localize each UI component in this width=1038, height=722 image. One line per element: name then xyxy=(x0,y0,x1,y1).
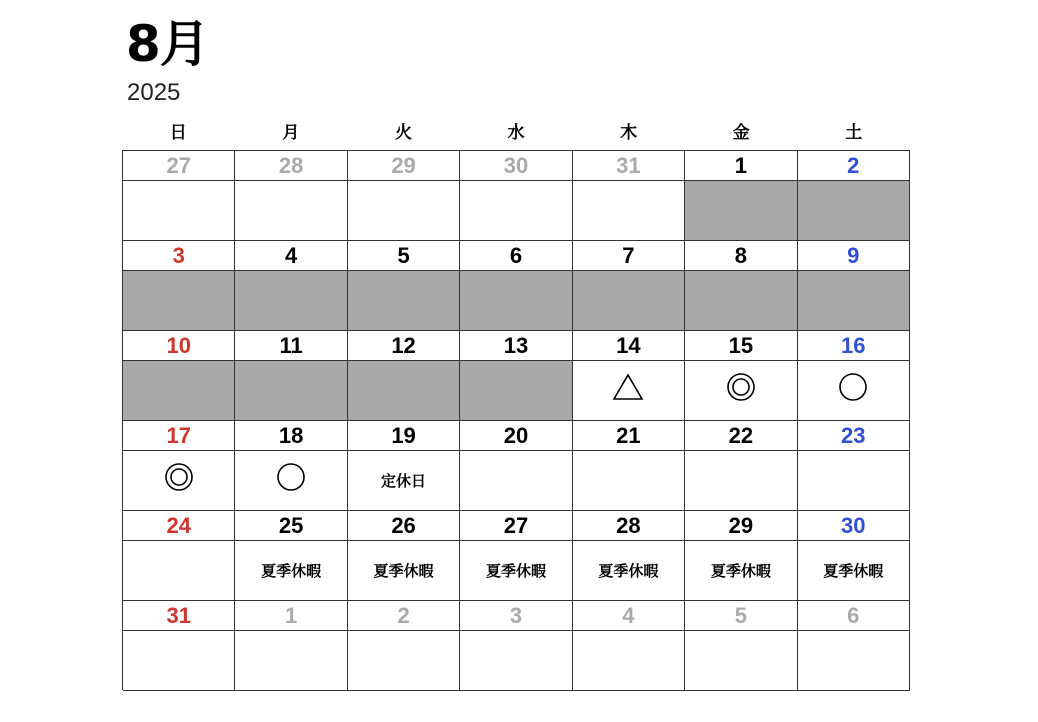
day-cell xyxy=(460,241,572,331)
day-body xyxy=(348,541,459,600)
date-number: 4 xyxy=(573,601,684,631)
date-number: 9 xyxy=(798,241,909,271)
day-cell xyxy=(348,601,460,691)
weekday-fri: 金 xyxy=(732,123,750,143)
date-number: 31 xyxy=(123,601,234,631)
date-number: 7 xyxy=(573,241,684,271)
day-cell xyxy=(123,151,235,241)
day-body xyxy=(348,181,459,240)
day-body xyxy=(573,631,684,690)
date-number: 12 xyxy=(348,331,459,361)
weekday-header xyxy=(122,118,910,150)
date-number: 28 xyxy=(573,511,684,541)
day-note: 夏季休暇 xyxy=(485,562,546,580)
date-number: 3 xyxy=(460,601,571,631)
day-cell xyxy=(123,331,235,421)
date-number: 5 xyxy=(348,241,459,271)
day-cell xyxy=(798,331,910,421)
day-note: 夏季休暇 xyxy=(598,562,659,580)
day-body xyxy=(460,631,571,690)
date-number: 31 xyxy=(573,151,684,181)
day-body xyxy=(573,541,684,600)
day-body xyxy=(460,181,571,240)
date-number: 16 xyxy=(798,331,909,361)
closed-day-shade xyxy=(123,361,234,420)
day-cell xyxy=(798,421,910,511)
day-cell xyxy=(348,151,460,241)
day-body xyxy=(685,361,796,420)
day-note: 夏季休暇 xyxy=(373,562,434,580)
date-number: 10 xyxy=(123,331,234,361)
date-number: 1 xyxy=(685,151,796,181)
day-body xyxy=(573,181,684,240)
day-cell xyxy=(573,151,685,241)
day-cell xyxy=(348,241,460,331)
date-number: 6 xyxy=(460,241,571,271)
day-cell xyxy=(235,331,347,421)
day-cell xyxy=(348,331,460,421)
day-note: 夏季休暇 xyxy=(823,562,884,580)
year-label: 2025 xyxy=(127,79,181,106)
day-cell xyxy=(235,601,347,691)
date-number: 19 xyxy=(348,421,459,451)
date-number: 21 xyxy=(573,421,684,451)
day-cell xyxy=(573,241,685,331)
day-body xyxy=(123,181,234,240)
month-title: 8月 xyxy=(126,15,209,73)
day-cell xyxy=(685,151,797,241)
day-body xyxy=(798,361,909,420)
date-number: 25 xyxy=(235,511,346,541)
date-number: 22 xyxy=(685,421,796,451)
date-number: 17 xyxy=(123,421,234,451)
day-cell xyxy=(123,601,235,691)
day-cell xyxy=(460,421,572,511)
date-number: 27 xyxy=(460,511,571,541)
day-body xyxy=(460,541,571,600)
date-number: 20 xyxy=(460,421,571,451)
day-cell xyxy=(573,331,685,421)
date-number: 14 xyxy=(573,331,684,361)
closed-day-shade xyxy=(123,271,234,330)
closed-day-shade xyxy=(235,361,346,420)
date-number: 6 xyxy=(798,601,909,631)
date-number: 2 xyxy=(348,601,459,631)
day-body xyxy=(798,451,909,510)
day-cell xyxy=(460,331,572,421)
day-body xyxy=(123,541,234,600)
day-body xyxy=(123,451,234,510)
day-cell xyxy=(685,331,797,421)
weekday-sun: 日 xyxy=(169,123,187,143)
day-body xyxy=(798,541,909,600)
closed-day-shade xyxy=(348,361,459,420)
date-number: 30 xyxy=(798,511,909,541)
closed-day-shade xyxy=(573,271,684,330)
weekday-thu: 木 xyxy=(620,123,638,143)
weekday-wed: 水 xyxy=(507,123,525,143)
circle-icon xyxy=(838,372,868,409)
day-body xyxy=(235,541,346,600)
day-cell xyxy=(460,151,572,241)
closed-day-shade xyxy=(460,361,571,420)
day-cell xyxy=(123,511,235,601)
day-body xyxy=(235,631,346,690)
day-cell xyxy=(460,511,572,601)
date-number: 2 xyxy=(798,151,909,181)
day-body xyxy=(685,541,796,600)
closed-day-shade xyxy=(348,271,459,330)
day-cell xyxy=(798,511,910,601)
date-number: 3 xyxy=(123,241,234,271)
day-body xyxy=(235,181,346,240)
date-number: 4 xyxy=(235,241,346,271)
day-cell xyxy=(235,241,347,331)
closed-day-shade xyxy=(460,271,571,330)
calendar-grid xyxy=(122,150,910,690)
date-number: 23 xyxy=(798,421,909,451)
date-number: 27 xyxy=(123,151,234,181)
day-note: 夏季休暇 xyxy=(710,562,771,580)
day-cell xyxy=(123,241,235,331)
day-body xyxy=(348,451,459,510)
day-cell xyxy=(685,421,797,511)
day-cell xyxy=(460,601,572,691)
day-cell xyxy=(685,601,797,691)
day-cell xyxy=(798,241,910,331)
day-cell xyxy=(235,511,347,601)
closed-day-shade xyxy=(235,271,346,330)
day-cell xyxy=(798,601,910,691)
day-cell xyxy=(573,421,685,511)
triangle-icon xyxy=(612,372,644,409)
date-number: 18 xyxy=(235,421,346,451)
day-cell xyxy=(685,511,797,601)
day-body xyxy=(348,631,459,690)
date-number: 15 xyxy=(685,331,796,361)
closed-day-shade xyxy=(798,181,909,240)
weekday-sat: 土 xyxy=(845,123,863,143)
weekday-mon: 月 xyxy=(282,123,300,143)
date-number: 8 xyxy=(685,241,796,271)
closed-day-shade xyxy=(798,271,909,330)
day-cell xyxy=(123,421,235,511)
day-cell xyxy=(348,511,460,601)
day-body xyxy=(685,631,796,690)
day-body xyxy=(460,451,571,510)
date-number: 13 xyxy=(460,331,571,361)
date-number: 1 xyxy=(235,601,346,631)
circle-icon xyxy=(276,462,306,499)
day-note: 定休日 xyxy=(381,472,427,490)
date-number: 11 xyxy=(235,331,346,361)
day-cell xyxy=(235,421,347,511)
date-number: 5 xyxy=(685,601,796,631)
day-body xyxy=(685,451,796,510)
day-body xyxy=(235,451,346,510)
day-body xyxy=(573,451,684,510)
double-circle-icon xyxy=(726,372,756,409)
day-cell xyxy=(573,601,685,691)
day-body xyxy=(798,631,909,690)
closed-day-shade xyxy=(685,181,796,240)
weekday-tue: 火 xyxy=(394,123,412,143)
date-number: 29 xyxy=(685,511,796,541)
day-cell xyxy=(685,241,797,331)
double-circle-icon xyxy=(164,462,194,499)
closed-day-shade xyxy=(685,271,796,330)
day-cell xyxy=(235,151,347,241)
day-cell xyxy=(573,511,685,601)
day-note: 夏季休暇 xyxy=(261,562,322,580)
date-number: 29 xyxy=(348,151,459,181)
date-number: 24 xyxy=(123,511,234,541)
day-body xyxy=(123,631,234,690)
day-cell xyxy=(798,151,910,241)
date-number: 28 xyxy=(235,151,346,181)
day-body xyxy=(573,361,684,420)
date-number: 30 xyxy=(460,151,571,181)
day-cell xyxy=(348,421,460,511)
date-number: 26 xyxy=(348,511,459,541)
